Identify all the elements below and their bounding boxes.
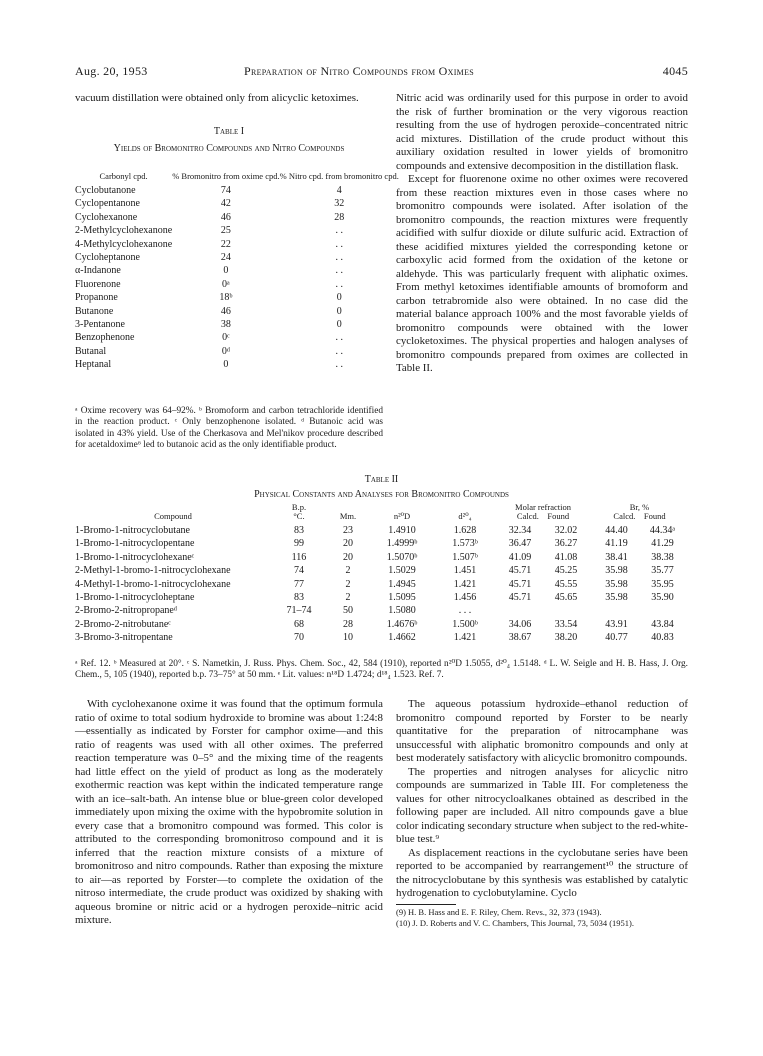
- table2-body: [75, 524, 688, 645]
- table2-cell-d: 1.421: [453, 632, 477, 644]
- running-title: Preparation of Nitro Compounds from Oximes: [244, 64, 475, 78]
- table-row: [75, 551, 688, 564]
- table2-cell-nd: 1.4999ᵇ: [386, 538, 418, 550]
- table1-cell-compound: α-Indanone: [75, 265, 121, 277]
- table1-cell-bromonitro: 18ᵇ: [219, 292, 233, 304]
- table2-cell-bp: 77: [294, 578, 304, 590]
- table2-cell-nd: 1.5080: [388, 605, 416, 617]
- table-row: [75, 184, 399, 197]
- table-row: [75, 305, 399, 318]
- br-found-value: 35.77: [651, 565, 674, 577]
- table1-cell-bromonitro: 0: [223, 359, 229, 371]
- table2-cell-molar: [495, 537, 591, 550]
- molar-found-value: 41.08: [554, 551, 578, 563]
- paragraph: vacuum distillation were obtained only from alicyclic ketoximes.: [75, 92, 359, 104]
- bottom-right-column: [396, 698, 688, 929]
- table1-cell-nitro: 0: [336, 292, 342, 304]
- bottom-left-column: [75, 698, 383, 928]
- molar-found-value: 45.65: [554, 592, 578, 604]
- left-column-top: [75, 92, 383, 106]
- table2-cell-compound: 3-Bromo-3-nitropentane: [75, 632, 173, 644]
- molar-calcd-value: 34.06: [508, 618, 532, 630]
- table-row: [75, 618, 688, 631]
- table1-cell-bromonitro: 22: [220, 238, 231, 250]
- table2-col-bp: [271, 503, 327, 524]
- table2-molar-calcd: Calcd.: [516, 511, 539, 521]
- paragraph: As displacement reactions in the cyclobutane series have been reported to be accompanied by rearrangement¹⁰ the structure of the nitrocyclobutane by this synthesis was established by catalytic hydrogenation to cyclobutylamine. Cyclo: [396, 846, 688, 899]
- table2-cell-br: [591, 537, 688, 550]
- header-date: Aug. 20, 1953: [75, 64, 148, 78]
- table2-cell-mm: 2: [345, 592, 351, 604]
- br-calcd-value: 35.98: [605, 578, 628, 590]
- br-calcd-value: 38.41: [605, 551, 628, 563]
- table1-cell-compound: Benzophenone: [75, 332, 135, 344]
- paragraph: Nitric acid was ordinarily used for this purpose in order to avoid the risk of further bromination or the very vigorous reaction resulting from the use of hydrogen peroxide–concentrated nitric acid mixtures. Distillation of the crude product without this auxiliary oxidation resulted in lower yields of bromonitro compounds and extensive decomposition in the distillation flask.: [396, 92, 688, 172]
- table2-cell-br: [591, 524, 688, 537]
- table2-cell-mm: 20: [343, 538, 353, 550]
- table-row: [75, 537, 688, 550]
- br-calcd-value: 35.98: [605, 592, 628, 604]
- table2-cell-mm: 2: [345, 578, 351, 590]
- table2-cell-molar: [495, 618, 591, 631]
- table1-label: Table I: [213, 126, 245, 137]
- table-row: [75, 291, 399, 304]
- table2-cell-nd: 1.4662: [388, 632, 416, 644]
- table2-cell-d: . . .: [458, 605, 472, 617]
- table-row: [75, 331, 399, 344]
- table2-cell-bp: 70: [294, 632, 304, 644]
- table2-bp-unit: °C.: [293, 511, 305, 521]
- table2-br-found: Found: [643, 511, 666, 521]
- molar-found-value: 32.02: [554, 525, 578, 536]
- table2-cell-bp: 83: [294, 592, 304, 604]
- table2-molar-found: Found: [547, 511, 570, 521]
- table2-bp-label: B.p.: [291, 502, 307, 512]
- table2-cell-br: [591, 618, 688, 631]
- table2-label: Table II: [364, 474, 399, 485]
- table2-cell-mm: 10: [343, 632, 353, 644]
- table2-cell-bp: 83: [294, 525, 304, 536]
- molar-calcd-value: 32.34: [508, 525, 532, 536]
- table1-header: [75, 172, 399, 184]
- table1-cell-compound: Cyclohexanone: [75, 211, 138, 223]
- table1-cell-compound: 4-Methylcyclohexanone: [75, 238, 173, 250]
- paragraph: The properties and nitrogen analyses for alicyclic nitro compounds are summarized in Table III. For completeness the values for other nitrocycloalkanes obtained as described in the following paper are included. All nitro compounds gave a blue color indicating secondary structure when subject to the red-white-blue test.⁹: [396, 765, 688, 845]
- reference-9: (9) H. B. Hass and E. F. Riley, Chem. Revs., 32, 373 (1943).: [396, 906, 602, 917]
- table2-cell-compound: 1-Bromo-1-nitrocycloheptane: [75, 592, 195, 604]
- table2-cell-mm: 28: [343, 618, 353, 630]
- table2-cell-molar: [495, 631, 591, 644]
- table1-cell-bromonitro: 0ᵈ: [221, 345, 230, 357]
- table2-col-nd: n²⁰D: [393, 511, 411, 521]
- table2-cell-nd: 1.5095: [388, 592, 416, 604]
- table1-cell-nitro: 0: [336, 319, 342, 331]
- table1-caption: Yields of Bromonitro Compounds and Nitro Compounds: [113, 143, 345, 154]
- molar-found-value: 36.27: [554, 538, 578, 550]
- table2-cell-bp: 99: [294, 538, 304, 550]
- br-found-value: 40.83: [651, 632, 674, 644]
- table1-cell-nitro: 28: [334, 211, 345, 223]
- molar-calcd-value: 41.09: [508, 551, 532, 563]
- table-row: [75, 591, 688, 604]
- br-found-value: 44.34ᵃ: [649, 525, 676, 536]
- table2-cell-molar: [495, 524, 591, 537]
- table-row: [75, 224, 399, 237]
- table-row: [75, 318, 399, 331]
- br-calcd-value: 44.40: [605, 525, 628, 536]
- molar-found-value: 38.20: [554, 632, 578, 644]
- table2-cell-br: [591, 631, 688, 644]
- table2-cell-nd: 1.5070ᵇ: [386, 551, 418, 563]
- table1-cell-compound: Fluorenone: [75, 278, 121, 290]
- table2-cell-d: 1.500ᵇ: [452, 618, 478, 630]
- table1: [75, 172, 399, 372]
- table1-cell-compound: Cyclopentanone: [75, 198, 140, 210]
- table2-cell-nd: 1.5029: [388, 565, 416, 577]
- table-row: [75, 264, 399, 277]
- table2-cell-d: 1.507ᵇ: [452, 551, 478, 563]
- table2-cell-br: [591, 551, 688, 564]
- table1-cell-bromonitro: 0ᶜ: [222, 332, 230, 344]
- table2-cell-nd: 1.4945: [388, 578, 416, 590]
- footnote-rule: [396, 904, 456, 905]
- table2-cell-br: [591, 564, 688, 577]
- table2-cell-bp: 116: [291, 551, 307, 563]
- table-row: [75, 197, 399, 210]
- table1-cell-nitro: 0: [336, 305, 342, 317]
- table2-cell-molar: [495, 591, 591, 604]
- br-found-value: 43.84: [651, 618, 674, 630]
- table1-cell-bromonitro: 46: [220, 305, 231, 317]
- table2-cell-molar: [495, 604, 591, 617]
- table2-cell-mm: 50: [343, 605, 353, 617]
- table2-cell-br: [591, 591, 688, 604]
- table2-cell-d: 1.421: [453, 578, 477, 590]
- table2-cell-compound: 2-Methyl-1-bromo-1-nitrocyclohexane: [75, 565, 231, 577]
- table2-cell-compound: 1-Bromo-1-nitrocyclopentane: [75, 538, 195, 550]
- table1-col-carbonyl: Carbonyl cpd.: [99, 171, 148, 181]
- table2-cell-compound: 2-Bromo-2-nitropropaneᵈ: [75, 605, 177, 617]
- table1-cell-nitro: . .: [335, 345, 343, 357]
- table2-cell-compound: 2-Bromo-2-nitrobutaneᶜ: [75, 618, 171, 630]
- table1-body: [75, 184, 399, 372]
- br-found-value: 35.95: [651, 578, 674, 590]
- table-row: [75, 211, 399, 224]
- br-found-value: 35.90: [651, 592, 674, 604]
- table1-cell-bromonitro: 0ᵃ: [222, 278, 230, 290]
- br-calcd-value: 41.19: [605, 538, 628, 550]
- table1-cell-nitro: . .: [335, 225, 343, 237]
- table1-footnote: ᵃ Oxime recovery was 64–92%. ᵇ Bromoform and carbon tetrachloride identified in the reaction product. ᶜ Only benzophenone isolated. ᵈ Butanoic acid was isolated in 43% yield. Use of the Cherkasova and Mel'nikov procedure described for acetaldoxime⁶ led to butanoic acid as the only identifiable product.: [75, 406, 383, 451]
- table2-cell-compound: 1-Bromo-1-nitrocyclobutane: [75, 525, 190, 536]
- table2-cell-br: [591, 604, 688, 617]
- table2-cell-bp: 68: [294, 618, 304, 630]
- table2-col-br: [591, 503, 688, 524]
- molar-calcd-value: 45.71: [508, 565, 532, 577]
- table1-cell-bromonitro: 24: [220, 252, 231, 264]
- table2-col-d: d²⁰₄: [458, 511, 472, 521]
- molar-found-value: 33.54: [554, 618, 578, 630]
- table2-br-calcd: Calcd.: [613, 511, 636, 521]
- table1-cell-nitro: 4: [336, 185, 342, 196]
- table2-cell-nd: 1.4676ᵇ: [386, 618, 418, 630]
- table-row: [75, 604, 688, 617]
- table1-cell-compound: Butanone: [75, 305, 114, 317]
- table1-col-bromonitro: % Bromonitro from oxime cpd.: [172, 171, 280, 181]
- table2-cell-br: [591, 578, 688, 591]
- table1-cell-bromonitro: 46: [220, 211, 231, 223]
- table2-cell-mm: 23: [343, 525, 353, 536]
- table-row: [75, 578, 688, 591]
- table2-cell-d: 1.573ᵇ: [452, 538, 478, 550]
- table2-cell-d: 1.456: [453, 592, 477, 604]
- br-calcd-value: 43.91: [605, 618, 628, 630]
- table1-cell-nitro: . .: [335, 332, 343, 344]
- table1-cell-nitro: . .: [335, 252, 343, 264]
- table-row: [75, 345, 399, 358]
- table2-col-molar: [495, 503, 591, 524]
- table2-header: [75, 503, 688, 524]
- molar-calcd-value: 45.71: [508, 592, 532, 604]
- molar-calcd-value: 38.67: [508, 632, 532, 644]
- table2: [75, 503, 688, 645]
- paragraph: With cyclohexanone oxime it was found that the optimum formula ratio of oxime to total sodium hydroxide to bromine was about 1:24:8—essentially as indicated by Forster for camphor oxime—and this ratio of reagents was used with all other oximes. The preferred reaction temperature was 0–5° and the mixing time of the reagents had little effect on the yield of product as long as the moderately exothermic reaction was kept within the indicated temperature range with an ice–salt-bath. An intense blue or blue-green color developed immediately upon mixing the oxime with the hypobromite solution in every case that a bromonitro compound was formed. This color is attributed to the corresponding bromonitroso compound and it is inferred that the reaction mixture consists of a mixture of bromonitroso and nitro compounds. Rather than exposing the mixture to air—as reported by Forster—to complete the oxidation of the nitroso intermediate, the crude product was oxidized by shaking with aqueous bromine or nitric acid or a hydrogen peroxide–nitric acid mixture.: [75, 698, 383, 926]
- table1-cell-compound: Propanone: [75, 292, 118, 304]
- table1-cell-bromonitro: 25: [220, 225, 231, 237]
- table1-cell-bromonitro: 74: [220, 185, 231, 196]
- table1-cell-compound: 2-Methylcyclohexanone: [75, 225, 173, 237]
- table-row: [75, 238, 399, 251]
- table2-cell-mm: 2: [345, 565, 351, 577]
- table2-br-label: Br, %: [629, 502, 650, 512]
- table1-col-nitro: % Nitro cpd. from bromonitro cpd.: [279, 171, 399, 181]
- table2-cell-molar: [495, 551, 591, 564]
- table2-caption: Physical Constants and Analyses for Bromonitro Compounds: [254, 489, 509, 500]
- table2-col-compound: Compound: [154, 511, 192, 521]
- molar-calcd-value: 36.47: [508, 538, 532, 550]
- table1-cell-bromonitro: 38: [220, 319, 231, 331]
- table1-cell-nitro: . .: [335, 359, 343, 371]
- table-row: [75, 251, 399, 264]
- table2-footnote: ᵃ Ref. 12. ᵇ Measured at 20°. ᶜ S. Nametkin, J. Russ. Phys. Chem. Soc., 42, 584 (1910), reported n²⁰D 1.5055, d²⁰₄ 1.5148. ᵈ L. W. Seigle and H. B. Hass, J. Org. Chem., 5, 105 (1940), reported b.p. 73–75° at 50 mm. ᵉ Lit. values: n¹⁸D 1.4724; d¹⁸₄ 1.523. Ref. 7.: [75, 659, 688, 681]
- table1-cell-compound: Butanal: [75, 345, 107, 357]
- br-calcd-value: 35.98: [605, 565, 628, 577]
- table1-cell-compound: 3-Pentanone: [75, 319, 125, 331]
- table2-cell-bp: 71–74: [286, 605, 312, 617]
- table-row: [75, 524, 688, 537]
- table1-cell-bromonitro: 42: [220, 198, 231, 210]
- table2-cell-bp: 74: [294, 565, 304, 577]
- table2-cell-d: 1.628: [453, 525, 477, 536]
- molar-calcd-value: 45.71: [508, 578, 532, 590]
- table1-cell-nitro: . .: [335, 278, 343, 290]
- table1-cell-compound: Cyclobutanone: [75, 185, 136, 196]
- table2-molar-label: Molar refraction: [515, 502, 571, 512]
- molar-found-value: 45.25: [554, 565, 578, 577]
- br-found-value: 41.29: [651, 538, 674, 550]
- table1-cell-nitro: 32: [334, 198, 345, 210]
- table1-cell-nitro: . .: [335, 265, 343, 277]
- table2-cell-molar: [495, 578, 591, 591]
- right-column-top: [396, 92, 688, 376]
- table-row: [75, 564, 688, 577]
- br-calcd-value: 40.77: [605, 632, 628, 644]
- table-row: [75, 358, 399, 371]
- table2-cell-compound: 4-Methyl-1-bromo-1-nitrocyclohexane: [75, 578, 231, 590]
- br-found-value: 38.38: [651, 551, 674, 563]
- table2-cell-molar: [495, 564, 591, 577]
- table-row: [75, 278, 399, 291]
- table1-cell-nitro: . .: [335, 238, 343, 250]
- table2-cell-mm: 20: [343, 551, 353, 563]
- table1-cell-bromonitro: 0: [223, 265, 229, 277]
- table1-cell-compound: Heptanal: [75, 359, 112, 371]
- page-number: 4045: [662, 64, 688, 78]
- table2-cell-d: 1.451: [453, 565, 477, 577]
- table2-cell-nd: 1.4910: [388, 525, 416, 536]
- molar-found-value: 45.55: [554, 578, 578, 590]
- reference-10: (10) J. D. Roberts and V. C. Chambers, This Journal, 73, 5034 (1951).: [396, 917, 634, 928]
- table1-cell-compound: Cycloheptanone: [75, 252, 140, 264]
- table-row: [75, 631, 688, 644]
- table2-col-mm: Mm.: [339, 511, 357, 521]
- paragraph: Except for fluorenone oxime no other oximes were recovered from these reaction mixtures even in those cases where no bromonitro compounds were isolated. After isolation of the bromonitro compounds, the reaction mixtures were frequently acidified with sulfur dioxide or dilute sulfuric acid. Extraction of these acidified mixtures yielded the corresponding ketone or carboxylic acid formed from the oxidation of the ketone or aldehyde. This was particularly frequent with aliphatic oximes. From methyl ketoximes identifiable amounts of bromoform and carbon tetrabromide also were obtained. In no case did the material balance approach 100% and the most favorable yields of bromonitro compounds were obtained with the lower cycloketoximes. The physical properties and halogen analyses of bromonitro compounds prepared from oximes are collected in Table II.: [396, 173, 688, 374]
- table2-cell-compound: 1-Bromo-1-nitrocyclohexaneᶜ: [75, 551, 195, 563]
- paragraph: The aqueous potassium hydroxide–ethanol reduction of bromonitro compound reported by Forster to be nearly quantitative for the preparation of nitrocamphane was unsuccessful with aliphatic bromonitro compounds and only at best moderately satisfactory with alicyclic bromonitro compounds.: [396, 698, 688, 764]
